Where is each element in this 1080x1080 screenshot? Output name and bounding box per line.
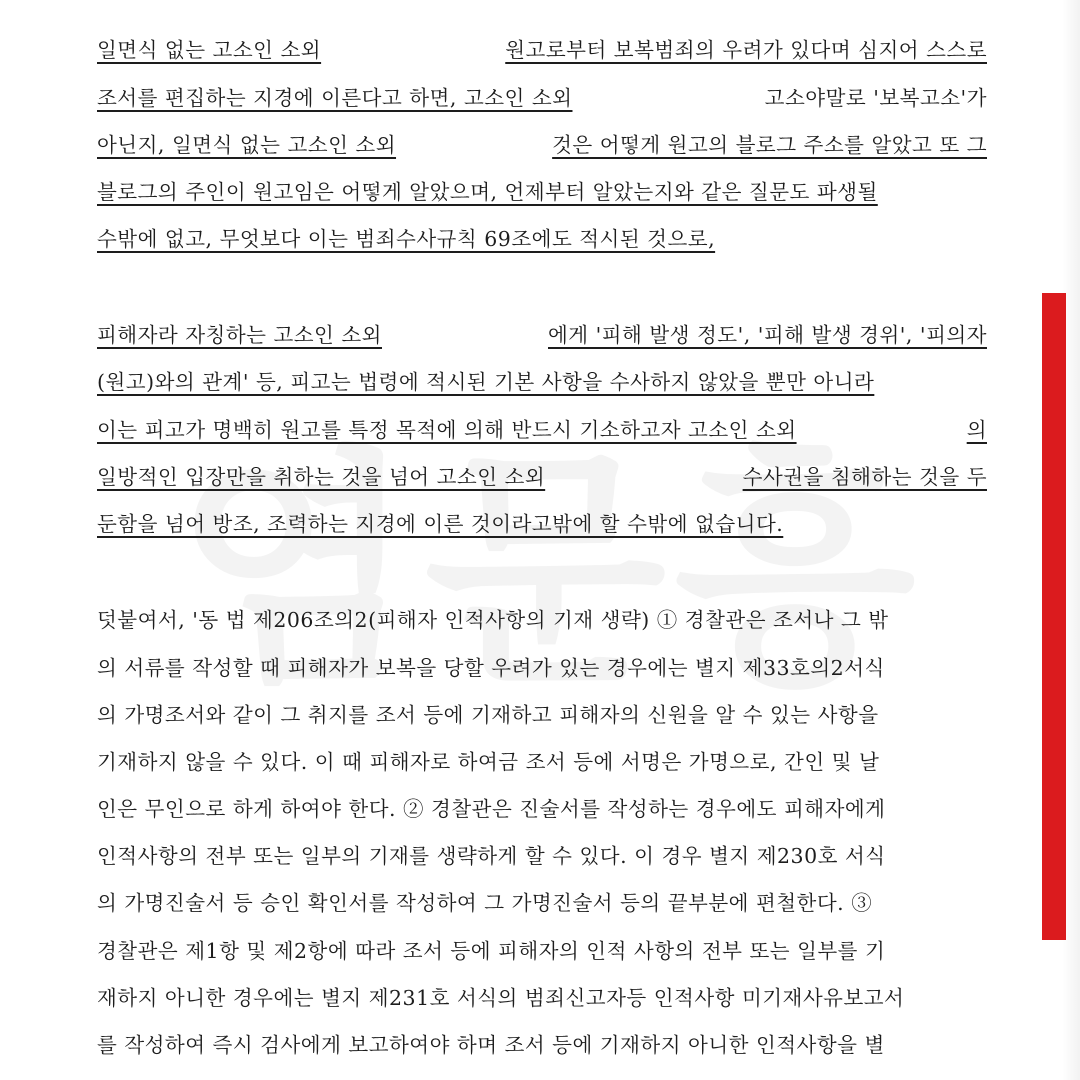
redacted-name (454, 125, 494, 165)
section1-line2-part2: 고소야말로 '보복고소'가 (764, 86, 987, 110)
section1-line3-part2: 것은 어떻게 원고의 블로그 주소를 알았고 또 그 (552, 133, 987, 157)
section1-line1-part1: 일면식 없는 고소인 소외 (97, 38, 322, 62)
section2-line5 (97, 504, 987, 544)
section2-line3-part2: 의 (966, 418, 987, 442)
section3-line8-text: 경찰관은 제1항 및 제2항에 따라 조서 등에 피해자의 인적 사항의 전부 또는 일부를 기 (97, 939, 886, 963)
section3-line6-text: 인적사항의 전부 또는 일부의 기재를 생략하게 할 수 있다. 이 경우 별지 제230호 서식 (97, 844, 886, 868)
section2-line3 (97, 410, 987, 450)
section2-line1-part2: 에게 '피해 발생 정도', '피해 발생 경위', '피의자 (548, 323, 987, 347)
section3-line5 (97, 789, 987, 829)
section3-line1-text: 덧붙여서, '동 법 제206조의2(피해자 인적사항의 기재 생략) ① 경찰관은 조서나 그 밖 (97, 608, 889, 632)
section1-line2-part1: 조서를 편집하는 지경에 이른다고 하면, 고소인 소외 (97, 86, 573, 110)
section2-line1-part1: 피해자라 자칭하는 고소인 소외 (97, 323, 382, 347)
section3-line2-text: 의 서류를 작성할 때 피해자가 보복을 당할 우려가 있는 경우에는 별지 제33호의2서식 (97, 656, 885, 680)
section2-line2-text: (원고)와의 관계' 등, 피고는 법령에 적시된 기본 사항을 수사하지 않았을 뿐만 아니라 (97, 370, 875, 394)
section3-line3 (97, 695, 987, 735)
section3-line3-text: 의 가명조서와 같이 그 취지를 조서 등에 기재하고 피해자의 신원을 알 수 있는 사항을 (97, 703, 879, 727)
section1-line2 (97, 78, 987, 118)
section2-line3-part1: 이는 피고가 명백히 원고를 특정 목적에 의해 반드시 기소하고자 고소인 소외 (97, 418, 797, 442)
section2-line4 (97, 457, 987, 497)
section3-line2 (97, 648, 987, 688)
section1-line4 (97, 172, 987, 212)
section3-line9 (97, 978, 987, 1018)
section2-line1 (97, 315, 987, 355)
section1-line5-text: 수밖에 없고, 무엇보다 이는 범죄수사규칙 69조에도 적시된 것으로, (97, 227, 716, 251)
redacted-name (353, 30, 473, 70)
section1-line5 (97, 219, 987, 259)
section3-line4 (97, 742, 987, 782)
section2-line5-text: 둔함을 넘어 방조, 조력하는 지경에 이른 것이라고밖에 할 수밖에 없습니다. (97, 512, 784, 536)
redacted-name (852, 410, 912, 450)
section2-line4-part2: 수사권을 침해하는 것을 두 (742, 465, 987, 489)
section3-line4-text: 기재하지 않을 수 있다. 이 때 피해자로 하여금 조서 등에 서명은 가명으로, 간인 및 날 (97, 750, 880, 774)
section3-line7-text: 의 가명진술서 등 승인 확인서를 작성하여 그 가명진술서 등의 끝부분에 편철한다. ③ (97, 891, 873, 915)
section1-line3-part1: 아닌지, 일면식 없는 고소인 소외 (97, 133, 397, 157)
section3-line5-text: 인은 무인으로 하게 하여야 한다. ② 경찰관은 진술서를 작성하는 경우에도 피해자에게 (97, 797, 886, 821)
section3-line10-text: 를 작성하여 즉시 검사에게 보고하여야 하며 조서 등에 기재하지 아니한 인적사항을 별 (97, 1033, 885, 1057)
section3-line8 (97, 931, 987, 971)
red-margin-bar (1042, 293, 1066, 940)
section1-line1 (97, 30, 987, 70)
redacted-name (430, 315, 500, 355)
section3-line1 (97, 600, 987, 640)
section3-line9-text: 재하지 아니한 경우에는 별지 제231호 서식의 범죄신고자등 인적사항 미기재사유보고서 (97, 986, 905, 1010)
section3-line10 (97, 1025, 987, 1065)
section1-line4-text: 블로그의 주인이 원고임은 어떻게 알았으며, 언제부터 알았는지와 같은 질문도 파생될 (97, 180, 878, 204)
redacted-name (594, 457, 694, 497)
section1-line1-part2: 원고로부터 보복범죄의 우려가 있다며 심지어 스스로 (505, 38, 987, 62)
section3-line7 (97, 883, 987, 923)
section2-line2 (97, 362, 987, 402)
section1-line3 (97, 125, 987, 165)
redacted-name (619, 78, 719, 118)
section3-line6 (97, 836, 987, 876)
section2-line4-part1: 일방적인 입장만을 취하는 것을 넘어 고소인 소외 (97, 465, 546, 489)
